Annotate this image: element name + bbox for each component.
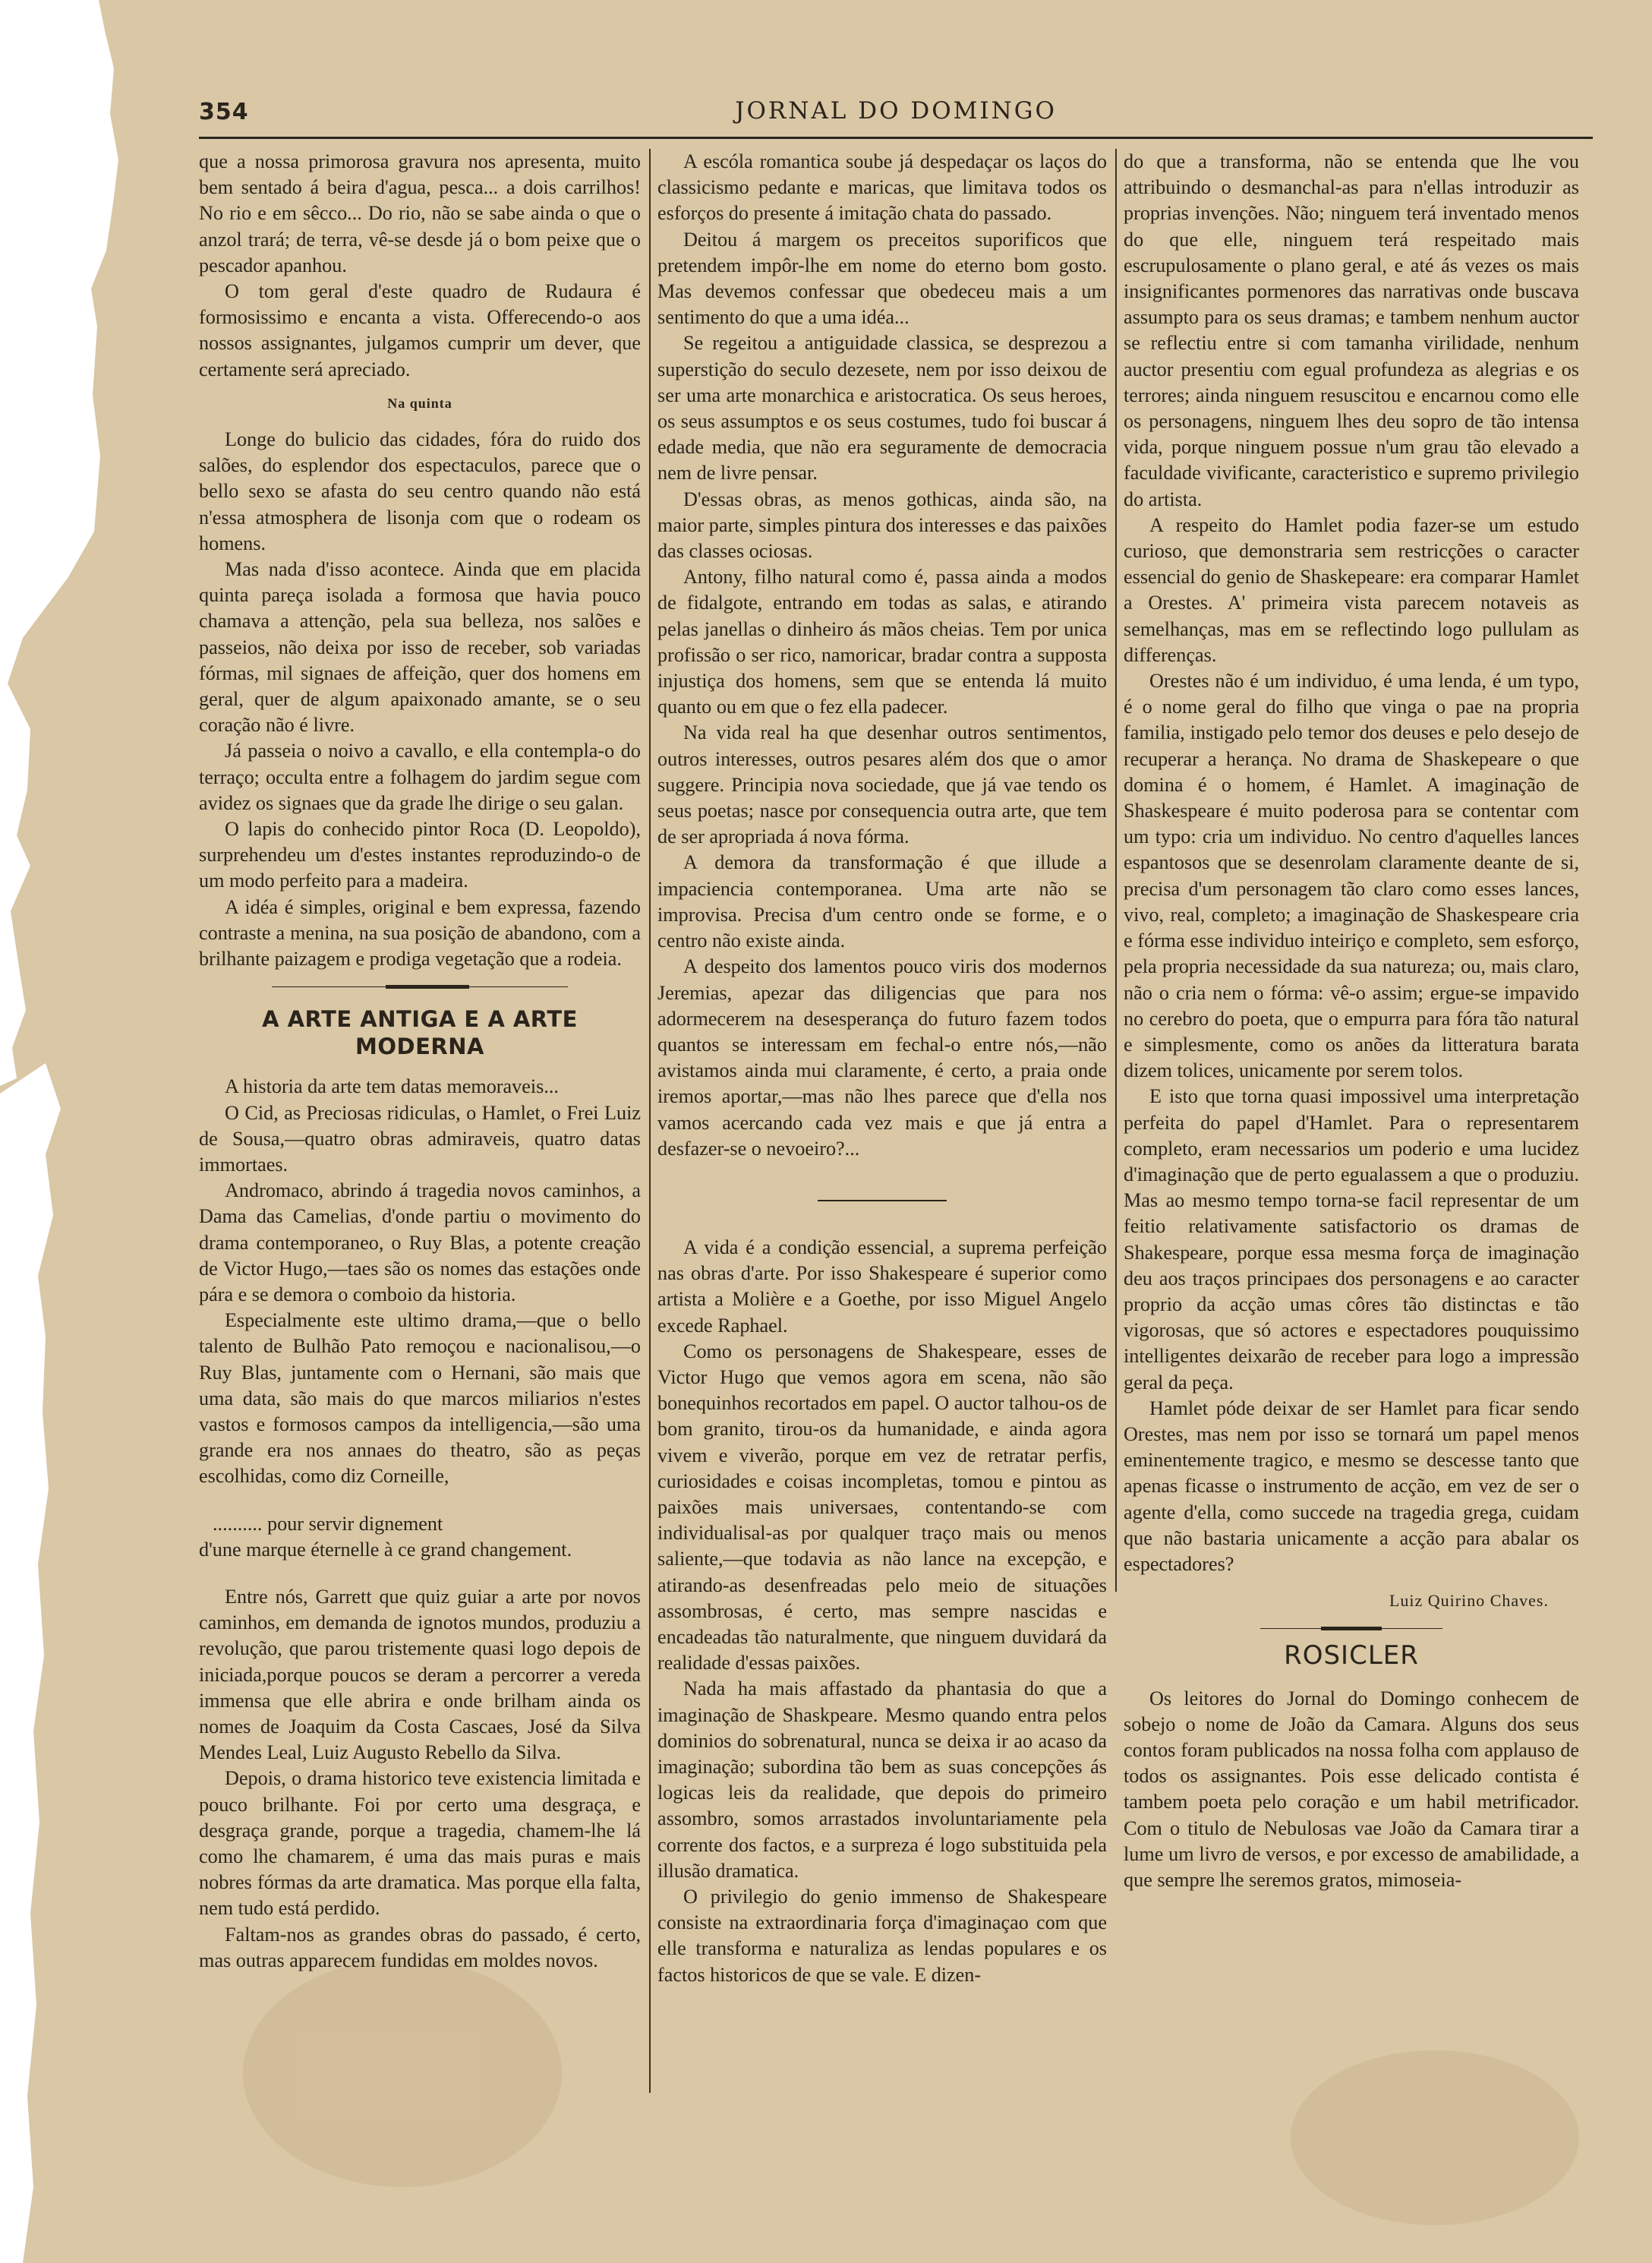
spacer <box>199 1490 641 1511</box>
paragraph: A escóla romantica soube já despedaçar os laços do classicismo pedante e maricas, que limitava todos os esforços do presente á imitação chata do passado. <box>657 150 1107 225</box>
verse-line: d'une marque éternelle à ce grand changement. <box>199 1538 572 1561</box>
column-2 <box>657 149 1107 2199</box>
paragraph: O Cid, as Preciosas ridiculas, o Hamlet, o Frei Luiz de Sousa,—quatro obras admiraveis, quatro datas immortaes. <box>199 1101 641 1176</box>
paragraph: D'essas obras, as menos gothicas, ainda são, na maior parte, simples pintura dos interesses e das paixões das classes ociosas. <box>657 488 1107 563</box>
page-number: 354 <box>199 99 249 125</box>
column-divider <box>1115 149 1117 1592</box>
article-title: A ARTE ANTIGA E A ARTE MODERNA <box>262 1006 578 1060</box>
paragraph: Como os personagens de Shakespeare, esses de Victor Hugo que vemos agora em scena, não são bonequinhos recortados em papel. O auctor talhou-os de bom granito, tirou-os da humanidade, e ainda agora vivem e viverão, porque em vez de retratar perfis, curiosidades e coisas incompletas, tomou e pintou as paixões mais universaes, contentando-se com individualisal-as por qualquer traço mais ou menos saliente,—que todavia as não lance na excepção, e atirando-as desenfreadas pelo meio de situações assombrosas, é certo, mas sempre nascidas e encadeadas tão naturalmente, que ninguem duvidará da realidade d'essas paixões. <box>657 1340 1107 1674</box>
paragraph: A idéa é simples, original e bem expressa, fazendo contraste a menina, na sua posição de abandono, com a brilhante paizagem e prodiga vegetação que a rodeia. <box>199 895 641 971</box>
paragraph: O tom geral d'este quadro de Rudaura é formosissimo e encanta a vista. Offerecendo-o aos nossos assignantes, julgamos cumprir um dever, que certamente será apreciado. <box>199 280 641 380</box>
paragraph: E isto que torna quasi impossivel uma interpretação perfeita do papel d'Hamlet. Para o representarem completo, eram necessarios um poderio e uma lucidez d'imaginação que de perto egualassem a que o produziu. Mas ao mesmo tempo torna-se facil representar de um feitio relativamente satisfactorio os dramas de Shakespeare, porque essa mesma força de imaginação deu aos traços principaes dos personagens e ao caracter proprio da acção umas côres tão distinctas e tão vigorosas, que só actores e espectadores pouquissimo intelligentes deixarão de receber para logo a impressão geral da peça. <box>1124 1085 1579 1393</box>
column-divider <box>649 149 651 2093</box>
paragraph: que a nossa primorosa gravura nos apresenta, muito bem sentado á beira d'agua, pesca... a dois carrilhos! No rio e em sêcco... Do rio, não se sabe ainda o que o anzol trará; de terra, vê-se desde já o bom peixe que o pescador apanhou. <box>199 150 641 276</box>
paragraph: Na vida real ha que desenhar outros sentimentos, outros interesses, outros pesares além dos que o amor suggere. Principia nova sociedade, que já vae tendo os seus poetas; nasce por consequencia outra arte, que tem de ser apropriada á nova fórma. <box>657 721 1107 848</box>
paragraph: Nada ha mais affastado da phantasia do que a imaginação de Shaskpeare. Mesmo quando entra pelos dominios do sobrenatural, nunca se deixa ir ao acaso da imaginação; subordina tão bem as suas concepções ás logicas leis da realidade, que depois do primeiro assombro, somos arrastados involuntariamente pela corrente dos factos, e a surpreza é logo substituida pela illusão dramatica. <box>657 1678 1107 1882</box>
header-rule <box>199 137 1593 139</box>
paragraph: Longe do bulicio das cidades, fóra do ruido dos salões, do esplendor dos espectaculos, parece que o bello sexo se afasta do seu centro quando não está n'essa atmosphera de lisonja com que o rodeam os homens. <box>199 428 641 554</box>
paragraph: Entre nós, Garrett que quiz guiar a arte por novos caminhos, em demanda de ignotos mundos, produziu a revolução, que parou tristemente quasi logo depois de iniciada,porque poucos se deram a percorrer a vereda immensa que elle abrira e onde brilham ainda os nomes de Joaquim da Costa Cascaes, José da Silva Mendes Leal, Luiz Augusto Rebello da Silva. <box>199 1585 641 1764</box>
author-signature: Luiz Quirino Chaves. <box>1389 1591 1549 1611</box>
paragraph: Os leitores do Jornal do Domingo conhecem de sobejo o nome de João da Camara. Alguns dos seus contos foram publicados na nossa folha com applauso de todos os assignantes. Pois esse delicado contista é tambem poeta pelo coração e um habil metrificador. Com o titulo de Nebulosas vae João da Camara tirar a lume um livro de versos, e por excesso de amabilidade, a que sempre lhe seremos gratos, mimoseia- <box>1124 1687 1579 1891</box>
verse-line: .......... pour servir dignement <box>213 1512 443 1535</box>
paragraph: Andromaco, abrindo á tragedia novos caminhos, a Dama das Camelias, d'onde partiu o movimento do drama contemporaneo, o Ruy Blas, a potente creação de Victor Hugo,—taes são os nomes das estações onde pára e se demora o comboio da historia. <box>199 1179 641 1305</box>
section-separator <box>1260 1627 1442 1630</box>
paragraph: A historia da arte tem datas memoraveis... <box>225 1075 559 1098</box>
spacer <box>199 1563 641 1584</box>
article-title: ROSICLER <box>1284 1640 1419 1671</box>
column-1 <box>199 149 641 2199</box>
torn-edge <box>0 0 121 2263</box>
masthead: JORNAL DO DOMINGO <box>735 97 1057 125</box>
paragraph: A despeito dos lamentos pouco viris dos modernos Jeremias, apezar das diligencias que para nos adormecerem na desesperança do futuro fazem todos quantos se interessam em fechal-o entre nós,—não avistamos ainda mui claramente, é certo, a praia onde iremos aportar,—mas não lhes parece que d'ella nos vamos acercando cada vez mais e que já entra a desfazer-se o nevoeiro?... <box>657 955 1107 1160</box>
section-separator <box>818 1200 947 1201</box>
paragraph: O privilegio do genio immenso de Shakespeare consiste na extraordinaria força d'imaginaçao com que elle transforma e naturaliza as lendas populares e os factos historicos de que se vale. E dizen- <box>657 1886 1107 1986</box>
paragraph: Mas nada d'isso acontece. Ainda que em placida quinta pareça isolada a formosa que havia pouco chamava a attenção, pela sua belleza, nos salões e passeios, não deixa por isso de receber, sob variadas fórmas, mil signaes de affeição, quer dos homens em geral, quer de algum apaixonado amante, se o seu coração não é livre. <box>199 558 641 737</box>
column-3 <box>1124 149 1579 2199</box>
paragraph: Deitou á margem os preceitos suporificos que pretendem impôr-lhe em nome do eterno bom gosto. Mas devemos confessar que obedeceu mais a um sentimento do que a uma idéa... <box>657 228 1107 329</box>
paragraph: Hamlet póde deixar de ser Hamlet para ficar sendo Orestes, mas nem por isso se tornará um papel menos eminentemente tragico, e mesmo se descesse tanto que apenas ficasse o instrumento de acção, em vez de ser o agente d'ella, como succede na tragedia grega, cuidam que não bastaria unicamente a acção para abalar os espectadores? <box>1124 1397 1579 1575</box>
paragraph: O lapis do conhecido pintor Roca (D. Leopoldo), surprehendeu um d'estes instantes reproduzindo-o de um modo perfeito para a madeira. <box>199 818 641 892</box>
paragraph: A vida é a condição essencial, a suprema perfeição nas obras d'arte. Por isso Shakespeare é superior como artista a Molière e a Goethe, por isso Miguel Angelo excede Raphael. <box>657 1236 1107 1337</box>
paragraph: Já passeia o noivo a cavallo, e ella contempla-o do terraço; occulta entre a folhagem do jardim segue com avidez os signaes que da grade lhe dirige o seu galan. <box>199 740 641 814</box>
paragraph: Especialmente este ultimo drama,—que o bello talento de Bulhão Pato remoçou e nacionalisou,—o Ruy Blas, juntamente com o Hernani, são mais que uma data, são mais do que marcos miliarios n'estes vastos e formosos campos da intelligencia,—são uma grande era nos annaes do theatro, são as peças escolhidas, como diz Corneille, <box>199 1309 641 1488</box>
paragraph: Antony, filho natural como é, passa ainda a modos de fidalgote, entrando em todas as salas, e atirando pelas janellas o dinheiro ás mãos cheias. Tem por unica profissão o ser rico, namoricar, bradar contra a supposta injustiça dos homens, sem que se entenda lá muito quanto ou em que o fez ella padecer. <box>657 566 1107 718</box>
section-separator <box>272 986 568 989</box>
paragraph: Se regeitou a antiguidade classica, se desprezou a superstição do seculo dezesete, nem por isso deixou de ser uma arte monarchica e aristocratica. Os seus heroes, os seus assumptos e os seus costumes, tudo foi buscar á edade media, que não era seguramente de democracia nem de livre pensar. <box>657 332 1107 484</box>
paragraph: Depois, o drama historico teve existencia limitada e pouco brilhante. Foi por certo uma desgraça, e desgraça grande, porque a tragedia, chamem-lhe lá como lhe chamarem, é uma das mais puras e mais nobres fórmas da arte dramatica. Mas porque ella falta, nem tudo está perdido. <box>199 1767 641 1920</box>
paragraph: A demora da transformação é que illude a impaciencia contemporanea. Uma arte não se improvisa. Precisa d'um centro onde se forme, e o centro não existe ainda. <box>657 851 1107 952</box>
paragraph: A respeito do Hamlet podia fazer-se um estudo curioso, que demonstraria sem restricções o caracter essencial do genio de Shaskepeare: era comparar Hamlet a Orestes. A' primeira vista parecem notaveis as semelhanças, mas em se reflectindo logo pullulam as differenças. <box>1124 513 1579 666</box>
paragraph: do que a transforma, não se entenda que lhe vou attribuindo o desmanchal-as para n'ellas introduzir as proprias invenções. Não; ninguem terá inventado menos do que elle, ninguem terá respeitado mais escrupulosamente o plano geral, e até ás vezes os mais insignificantes pormenores das narrativas onde buscava assumpto para os seus dramas; e tambem nenhum auctor se reflectiu entre si com tamanha virilidade, nenhum auctor presentiu com egual profundeza as alegrias e os terrores; ainda ninguem resuscitou e encarnou como elle os personagens, ninguem lhes deu sopro de tão intensa vida, porque ninguem possue n'um grau tão elevado a faculdade vivificante, caracteristico e supremo privilegio do artista. <box>1124 150 1579 510</box>
section-subheading: Na quinta <box>387 395 452 411</box>
paragraph: Faltam-nos as grandes obras do passado, é certo, mas outras apparecem fundidas em moldes novos. <box>199 1923 641 1971</box>
paragraph: Orestes não é um individuo, é uma lenda, é um typo, é o nome geral do filho que vinga o pae na propria familia, instigado pelo temor dos deuses e pelo desejo de recuperar a herança. No drama de Shaskepeare o que domina é o homem, é Hamlet. A imaginação de Shaskespeare é muito poderosa para se contentar com um typo: cria um individuo. No centro d'aquelles lances espantosos que se desenrolam claramente deante de si, precisa d'um personagem tão claro como esses lances, vivo, real, completo; a imaginação de Shaskespeare cria e fórma esse individuo inteiriço e completo, sem esforço, pela propria necessidade da sua natureza; ou, mais claro, não o cria nem o fórma: vê-o assim; ergue-se impavido no cerebro do poeta, que o empurra para fóra tão natural e simplesmente, como os anões da litteratura barata dizem tolices, unicamente por serem tolos. <box>1124 670 1579 1082</box>
page-header <box>199 93 1593 135</box>
